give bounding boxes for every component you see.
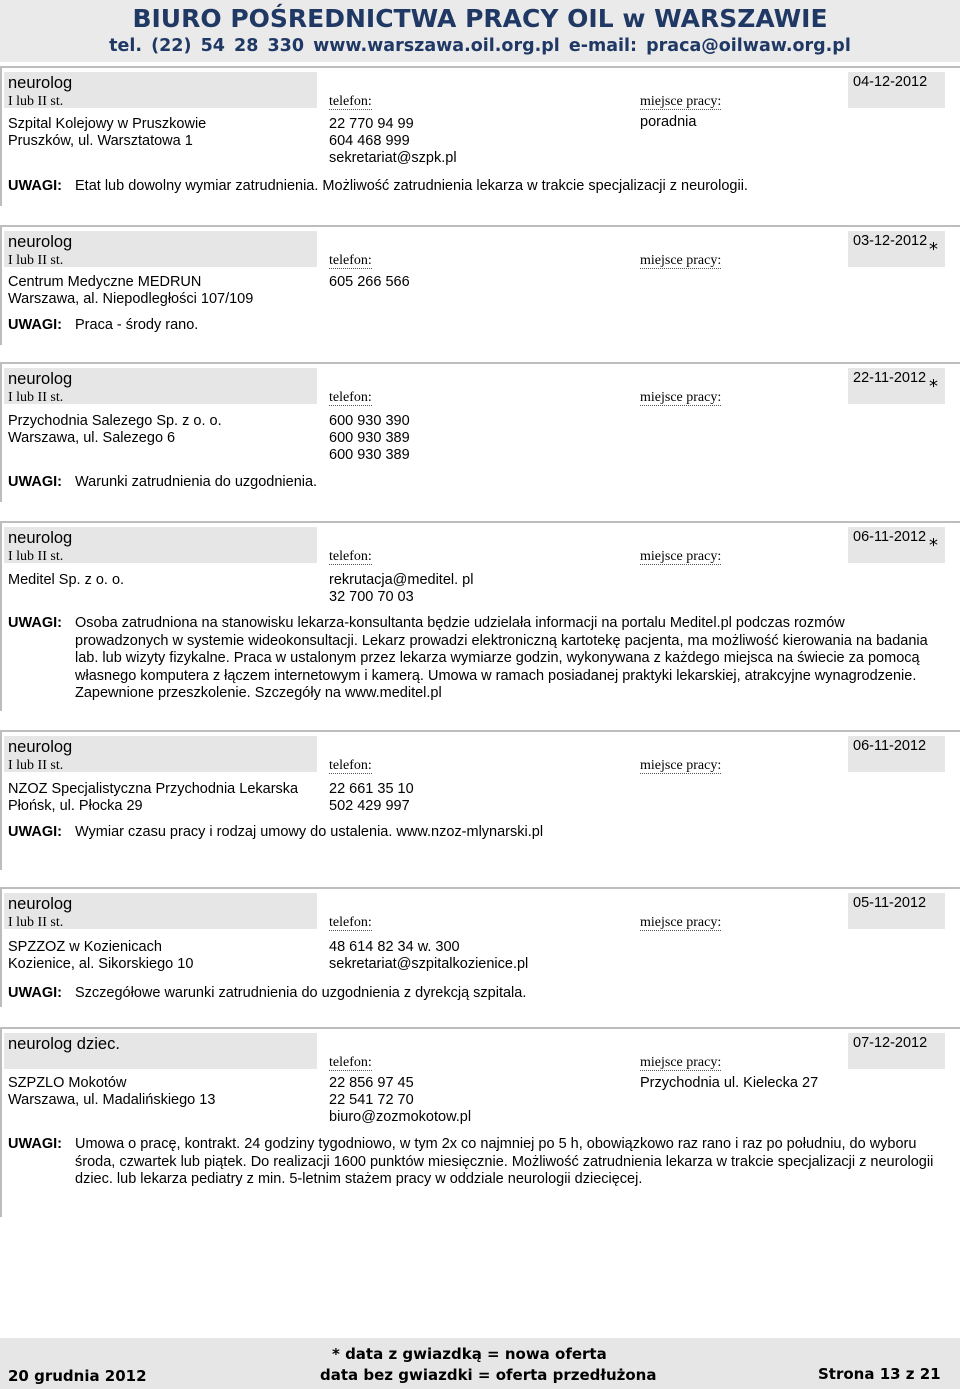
footer-date: 20 grudnia 2012: [8, 1367, 147, 1385]
phone-line: 22 770 94 99: [329, 116, 414, 132]
offer-date: 03-12-2012: [853, 233, 928, 249]
offer-separator: [0, 521, 960, 523]
employer-info: [8, 1075, 215, 1109]
offer-date: 05-11-2012: [853, 895, 927, 911]
offer-border-left: [0, 362, 2, 502]
remarks-label: UWAGI:: [8, 615, 62, 631]
offer-level: I lub II st.: [8, 253, 64, 268]
offer-level: I lub II st.: [8, 915, 64, 930]
phone-line: rekrutacja@meditel. pl: [329, 572, 474, 588]
phone-label: telefon:: [329, 390, 372, 405]
organization-name: BIURO POŚREDNICTWA PRACY OIL w WARSZAWIE: [132, 4, 828, 33]
phone-list: [329, 572, 473, 606]
remarks-text: Wymiar czasu pracy i rodzaj umowy do ustalenia. www.nzoz-mlynarski.pl: [75, 824, 544, 840]
remarks-text: Osoba zatrudniona na stanowisku lekarza-konsultanta będzie udzielała informacji na portalu Meditel.pl podczas rozmów prowadzonych w systemie wideokonsultacji. Lekarz prowadzi elektroniczną kartotekę pacjenta, ma możliwość kierowania na badania lab. lub wizyty fizykalne. Praca w ustalonym przez lekarza wymiarze godzin, wykonywana z każdego miejsca na świecie za pomocą własnego komputera z łączem internetowym i kamerą. Umowa w ramach posiadanej praktyki lekarskiej, atrakcyjne wynagrodzenie. Zapewnione przeszkolenie. Szczegóły na www.meditel.pl: [75, 615, 928, 701]
employer-line: NZOZ Specjalistyczna Przychodnia Lekarska: [8, 781, 299, 797]
page-header: [0, 0, 960, 62]
employer-line: Przychodnia Salezego Sp. z o. o.: [8, 413, 222, 429]
offer-title: neurolog: [8, 529, 73, 547]
job-offer: [0, 521, 960, 711]
offer-border-left: [0, 730, 2, 870]
job-offer: [0, 730, 960, 870]
new-offer-star: *: [929, 376, 938, 397]
employer-line: Pruszków, ul. Warsztatowa 1: [8, 133, 193, 149]
phone-line: 600 930 389: [329, 447, 410, 463]
phone-label: telefon:: [329, 758, 372, 773]
workplace-info: [640, 1075, 818, 1092]
offer-title: neurolog: [8, 233, 73, 251]
remarks-label: UWAGI:: [8, 474, 62, 490]
job-offer: [0, 887, 960, 1007]
remarks-text: Etat lub dowolny wymiar zatrudnienia. Możliwość zatrudnienia lekarza w trakcie specjalizacji z neurologii.: [75, 178, 748, 194]
phone-line: 32 700 70 03: [329, 589, 414, 605]
job-offer: [0, 1027, 960, 1217]
phone-line: 22 541 72 70: [329, 1092, 414, 1108]
employer-info: [8, 572, 124, 589]
organization-contact: tel. (22) 54 28 330 www.warszawa.oil.org.pl e-mail: praca@oilwaw.org.pl: [109, 36, 851, 56]
offer-border-left: [0, 521, 2, 711]
workplace-label: miejsce pracy:: [640, 915, 722, 930]
remarks-label: UWAGI:: [8, 1136, 62, 1152]
phone-list: [329, 413, 410, 464]
phone-line: 22 856 97 45: [329, 1075, 414, 1091]
phone-line: sekretariat@szpitalkozienice.pl: [329, 956, 529, 972]
workplace-label: miejsce pracy:: [640, 390, 722, 405]
remarks-label: UWAGI:: [8, 178, 62, 194]
job-offer: [0, 66, 960, 206]
offer-date: 06-11-2012: [853, 529, 927, 545]
employer-line: Warszawa, ul. Salezego 6: [8, 430, 176, 446]
page-number: Strona 13 z 21: [818, 1365, 941, 1383]
employer-line: Meditel Sp. z o. o.: [8, 572, 125, 588]
offer-separator: [0, 362, 960, 364]
new-offer-star: *: [929, 239, 938, 260]
remarks-text: Szczegółowe warunki zatrudnienia do uzgodnienia z dyrekcją szpitala.: [75, 985, 527, 1001]
workplace-label: miejsce pracy:: [640, 549, 722, 564]
employer-line: Centrum Medyczne MEDRUN: [8, 274, 202, 290]
phone-line: biuro@zozmokotow.pl: [329, 1109, 472, 1125]
phone-label: telefon:: [329, 253, 372, 268]
remarks-label: UWAGI:: [8, 317, 62, 333]
offer-title: neurolog: [8, 74, 73, 92]
job-offer: [0, 225, 960, 345]
offer-level: I lub II st.: [8, 94, 64, 109]
job-offer: [0, 362, 960, 502]
employer-info: [8, 781, 298, 815]
offer-title: neurolog: [8, 895, 73, 913]
new-offer-star: *: [929, 535, 938, 556]
workplace-info: [640, 114, 696, 131]
offer-date: 07-12-2012: [853, 1035, 928, 1051]
phone-label: telefon:: [329, 915, 372, 930]
offer-title: neurolog dziec.: [8, 1035, 120, 1053]
offer-separator: [0, 225, 960, 227]
workplace-label: miejsce pracy:: [640, 1055, 722, 1070]
page-footer: [0, 1338, 960, 1389]
workplace-label: miejsce pracy:: [640, 253, 722, 268]
footer-legend-extended: data bez gwiazdki = oferta przedłużona: [320, 1366, 657, 1384]
remarks-label: UWAGI:: [8, 824, 62, 840]
footer-legend-new: * data z gwiazdką = nowa oferta: [332, 1345, 607, 1363]
offer-separator: [0, 1027, 960, 1029]
phone-line: sekretariat@szpk.pl: [329, 150, 457, 166]
offer-separator: [0, 66, 960, 68]
employer-line: Warszawa, ul. Madalińskiego 13: [8, 1092, 216, 1108]
workplace-label: miejsce pracy:: [640, 758, 722, 773]
employer-info: [8, 274, 253, 308]
offer-border-left: [0, 887, 2, 1007]
offer-separator: [0, 887, 960, 889]
phone-line: 605 266 566: [329, 274, 410, 290]
employer-line: Warszawa, al. Niepodległości 107/109: [8, 291, 254, 307]
offer-level: I lub II st.: [8, 390, 64, 405]
employer-line: SPZZOZ w Kozienicach: [8, 939, 162, 955]
phone-line: 22 661 35 10: [329, 781, 414, 797]
phone-list: [329, 1075, 471, 1126]
offer-level: I lub II st.: [8, 549, 64, 564]
phone-list: [329, 939, 528, 973]
employer-line: Płońsk, ul. Płocka 29: [8, 798, 143, 814]
employer-info: [8, 116, 206, 150]
phone-list: [329, 116, 457, 167]
phone-label: telefon:: [329, 1055, 372, 1070]
offer-separator: [0, 730, 960, 732]
employer-line: SZPZLO Mokotów: [8, 1075, 127, 1091]
workplace-line: poradnia: [640, 114, 697, 130]
phone-list: [329, 781, 414, 815]
remarks-label: UWAGI:: [8, 985, 62, 1001]
phone-line: 604 468 999: [329, 133, 410, 149]
employer-info: [8, 413, 222, 447]
remarks-text: Warunki zatrudnienia do uzgodnienia.: [75, 474, 318, 490]
phone-list: [329, 274, 410, 291]
remarks-text: Umowa o pracę, kontrakt. 24 godziny tygodniowo, w tym 2x co najmniej po 5 h, obowiązkowo raz rano i raz po południu, do wyboru środa, czwartek lub piątek. Do realizacji 1600 punktów miesięcznie. Możliwość zatrudnienia lekarza w trakcie specjalizacji z neurologii dziec. lub lekarza pediatry z min. 5-letnim stażem pracy w oddziale neurologii dziecięcej.: [75, 1136, 934, 1187]
remarks-text: Praca - środy rano.: [75, 317, 199, 333]
phone-line: 600 930 390: [329, 413, 410, 429]
workplace-label: miejsce pracy:: [640, 94, 722, 109]
offer-date: 06-11-2012: [853, 738, 927, 754]
phone-line: 600 930 389: [329, 430, 410, 446]
offer-border-left: [0, 225, 2, 345]
offer-border-left: [0, 1027, 2, 1217]
phone-label: telefon:: [329, 94, 372, 109]
offer-date: 04-12-2012: [853, 74, 928, 90]
phone-line: 502 429 997: [329, 798, 410, 814]
workplace-line: Przychodnia ul. Kielecka 27: [640, 1075, 819, 1091]
offer-title: neurolog: [8, 738, 73, 756]
offer-date: 22-11-2012: [853, 370, 927, 386]
offer-title: neurolog: [8, 370, 73, 388]
employer-line: Szpital Kolejowy w Pruszkowie: [8, 116, 207, 132]
offer-level: I lub II st.: [8, 758, 64, 773]
employer-line: Kozienice, al. Sikorskiego 10: [8, 956, 194, 972]
phone-label: telefon:: [329, 549, 372, 564]
phone-line: 48 614 82 34 w. 300: [329, 939, 460, 955]
offer-border-left: [0, 66, 2, 206]
employer-info: [8, 939, 193, 973]
